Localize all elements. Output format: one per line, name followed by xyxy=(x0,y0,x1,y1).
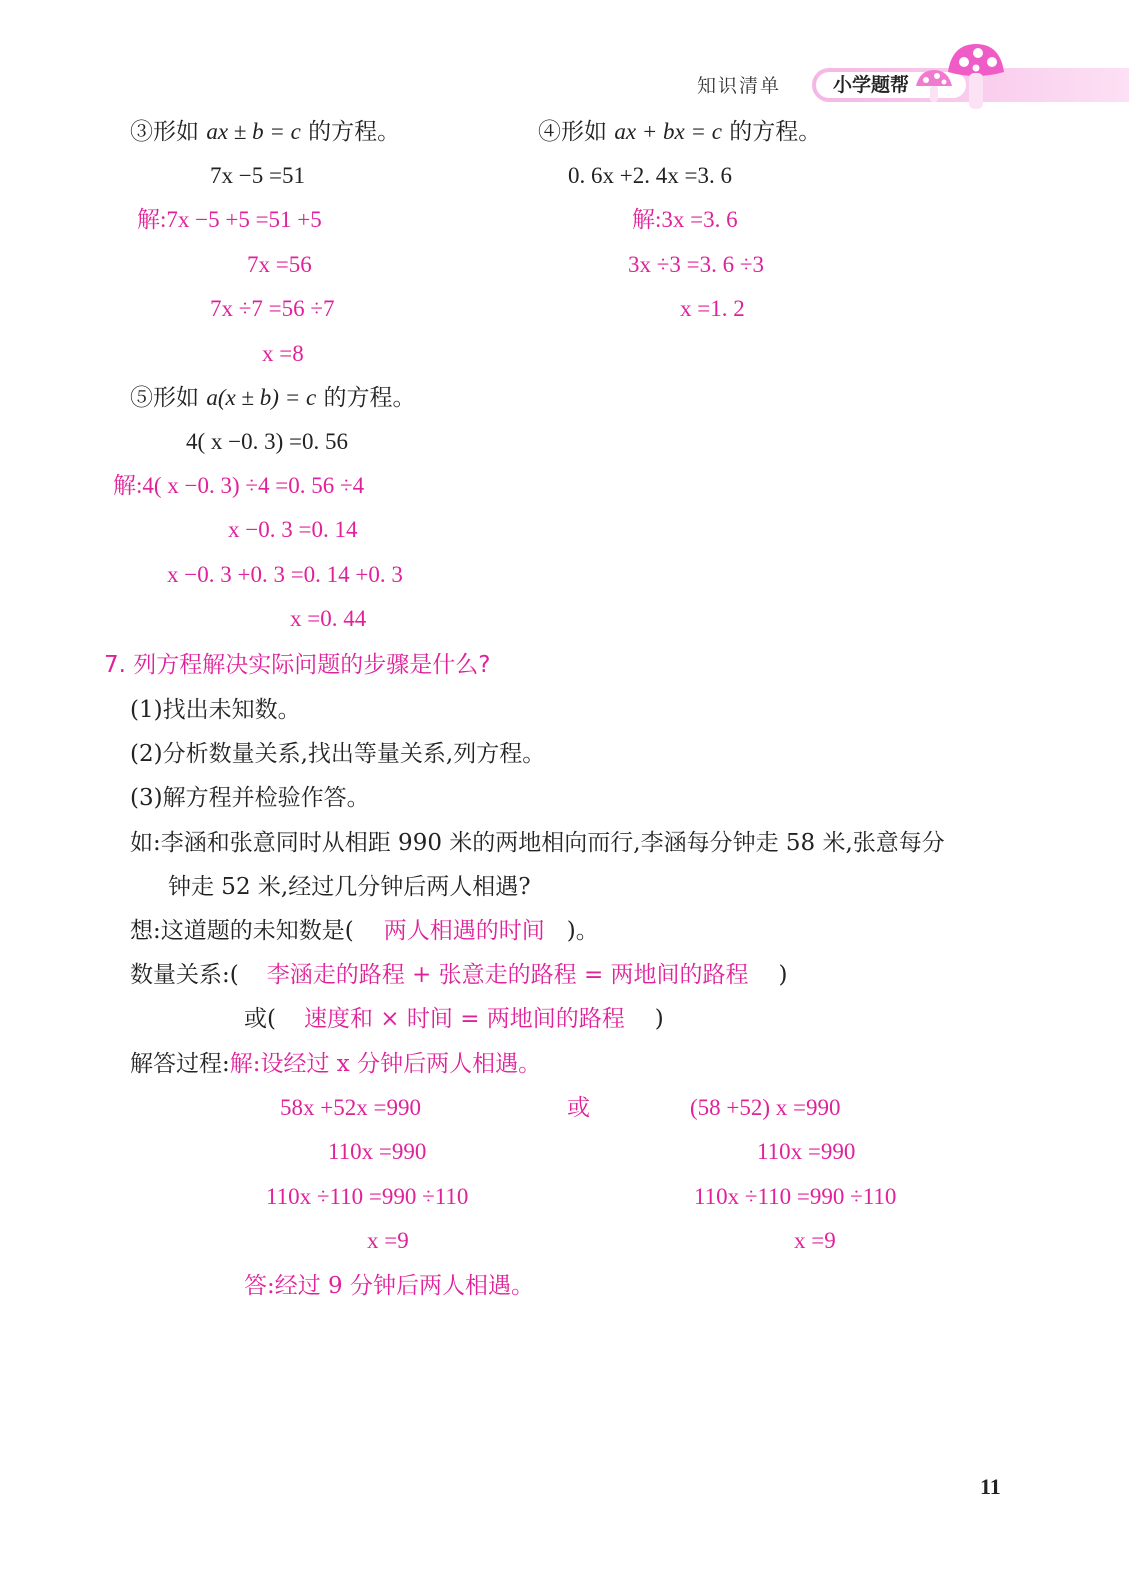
eq4-title-post: 的方程。 xyxy=(721,119,822,145)
eq4-problem: 0. 6x +2. 4x =3. 6 xyxy=(568,163,732,188)
q7-think-post: )。 xyxy=(566,918,599,944)
eq3-title-post: 的方程。 xyxy=(300,119,401,145)
q7-or-answer: 速度和 × 时间 = 两地间的路程 xyxy=(303,1006,625,1032)
q7-or-pre: 或( xyxy=(244,1006,276,1032)
eq4-step-2: 3x ÷3 =3. 6 ÷3 xyxy=(628,252,764,277)
q7-process-line xyxy=(130,1049,541,1079)
q7-relation-pre: 数量关系:( xyxy=(130,962,239,988)
eq3-step-4: x =8 xyxy=(262,341,304,366)
eq5-problem: 4( x −0. 3) =0. 56 xyxy=(186,429,349,454)
eq5-step-1: 解:4( x −0. 3) ÷4 =0. 56 ÷4 xyxy=(113,473,365,498)
eq5-title-math: a(x ± b) = c xyxy=(206,385,317,410)
eq4-step-1: 解:3x =3. 6 xyxy=(632,207,738,232)
q7-think-pre: 想:这道题的未知数是( xyxy=(130,918,354,944)
q7-example-line-2: 钟走 52 米,经过几分钟后两人相遇? xyxy=(168,874,531,900)
q7-or-line xyxy=(244,1004,664,1034)
eq4-step-3: x =1. 2 xyxy=(680,296,745,321)
page-number: 11 xyxy=(980,1474,1001,1499)
eq5-title xyxy=(130,383,416,413)
eq5-step-4: x =0. 44 xyxy=(290,606,367,631)
q7-think-answer: 两人相遇的时间 xyxy=(383,918,545,944)
eq3-problem: 7x −5 =51 xyxy=(210,163,305,188)
eq4-title-math: ax + bx = c xyxy=(614,119,722,144)
eq3-step-1: 解:7x −5 +5 =51 +5 xyxy=(137,207,322,232)
eq4-title-pre: ④形如 xyxy=(538,119,615,145)
q7-left-step-4: x =9 xyxy=(367,1228,409,1253)
q7-answer: 答:经过 9 分钟后两人相遇。 xyxy=(244,1273,535,1299)
q7-example-line-1: 如:李涵和张意同时从相距 990 米的两地相向而行,李涵每分钟走 58 米,张意每分 xyxy=(130,830,945,856)
eq3-title-math: ax ± b = c xyxy=(206,119,301,144)
eq5-title-post: 的方程。 xyxy=(316,385,416,411)
q7-process-label: 解答过程: xyxy=(130,1051,230,1077)
q7-right-step-2: 110x =990 xyxy=(757,1139,856,1164)
q7-or-word: 或 xyxy=(567,1095,590,1121)
q7-left-step-2: 110x =990 xyxy=(328,1139,427,1164)
header-brand: 小学题帮 xyxy=(833,74,910,96)
mushroom-icon xyxy=(912,40,1008,112)
eq3-title-pre: ③形如 xyxy=(130,119,207,145)
eq4-title xyxy=(538,117,821,147)
eq5-step-3: x −0. 3 +0. 3 =0. 14 +0. 3 xyxy=(167,562,403,587)
q7-process-intro: 解:设经过 x 分钟后两人相遇。 xyxy=(229,1051,542,1077)
q7-left-step-3: 110x ÷110 =990 ÷110 xyxy=(266,1184,469,1209)
q7-relation-post: ) xyxy=(778,962,788,988)
q7-title: 7. 列方程解决实际问题的步骤是什么? xyxy=(104,652,491,678)
q7-relation-answer: 李涵走的路程 + 张意走的路程 = 两地间的路程 xyxy=(266,962,749,988)
q7-right-step-1: (58 +52) x =990 xyxy=(690,1095,841,1120)
q7-right-step-4: x =9 xyxy=(794,1228,836,1253)
q7-step-3: (3)解方程并检验作答。 xyxy=(130,785,370,811)
eq3-step-3: 7x ÷7 =56 ÷7 xyxy=(210,296,335,321)
q7-or-post: ) xyxy=(654,1006,664,1032)
q7-step-2: (2)分析数量关系,找出等量关系,列方程。 xyxy=(130,741,546,767)
q7-relation-line xyxy=(130,960,788,990)
eq3-step-2: 7x =56 xyxy=(247,252,312,277)
eq5-title-pre: ⑤形如 xyxy=(130,385,207,411)
q7-think-line xyxy=(130,916,599,946)
q7-step-1: (1)找出未知数。 xyxy=(130,697,301,723)
eq3-title xyxy=(130,117,400,147)
header-category: 知识清单 xyxy=(697,75,782,97)
q7-left-step-1: 58x +52x =990 xyxy=(280,1095,421,1120)
q7-right-step-3: 110x ÷110 =990 ÷110 xyxy=(694,1184,897,1209)
eq5-step-2: x −0. 3 =0. 14 xyxy=(228,517,358,542)
